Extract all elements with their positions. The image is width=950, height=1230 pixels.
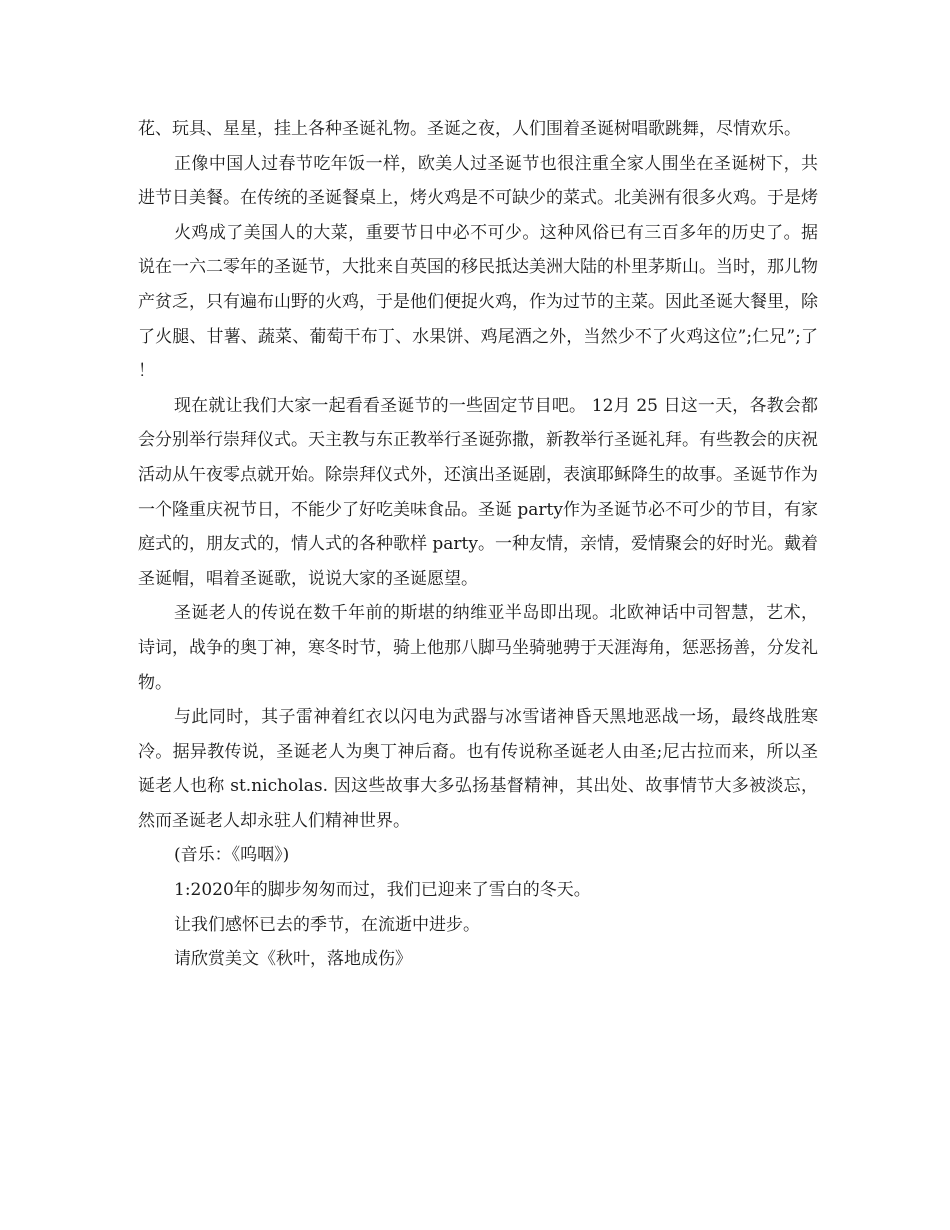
paragraph-8: 1:2020年的脚步匆匆而过，我们已迎来了雪白的冬天。 — [174, 880, 591, 901]
paragraph-3: 火鸡成了美国人的大菜，重要节日中必不可少。这种风俗已有三百多年的历史了。据说在一六二零年的圣诞节，大批来自英国的移民抵达美洲大陆的朴里茅斯山。当时，那儿物产贫乏，只有遍布山野的火鸡，于是他们便捉火鸡，作为过节的主菜。因此圣诞大餐里，除了火腿、甘薯、蔬菜、葡萄干布丁、水果饼、鸡尾酒之外，当然少不了火鸡这位”;仁兄”;了 ！ — [138, 222, 818, 382]
paragraph-2: 正像中国人过春节吃年饭一样，欧美人过圣诞节也很注重全家人围坐在圣诞树下，共进节日美餐。在传统的圣诞餐桌上，烤火鸡是不可缺少的菜式。北美洲有很多火鸡。于是烤 — [138, 153, 818, 209]
paragraph-5: 圣诞老人的传说在数千年前的斯堪的纳维亚半岛即出现。北欧神话中司智慧，艺术，诗词，战争的奥丁神，寒冬时节，骑上他那八脚马坐骑驰骋于天涯海角，惩恶扬善，分发礼物。 — [138, 603, 818, 693]
paragraph-1: 花、玩具、星星，挂上各种圣诞礼物。圣诞之夜，人们围着圣诞树唱歌跳舞，尽情欢乐。 — [138, 119, 801, 139]
paragraph-6: 与此同时，其子雷神着红衣以闪电为武器与冰雪诸神昏天黑地恶战一场，最终战胜寒冷。据异教传说，圣诞老人为奥丁神后裔。也有传说称圣诞老人由圣;尼古拉而来，所以圣诞老人也称 st.nicholas. 因这些故事大多弘扬基督精神，其出处、故事情节大多被淡忘，然而圣诞老人却永驻人们精神世界。 — [138, 707, 818, 831]
paragraph-4: 现在就让我们大家一起看看圣诞节的一些固定节目吧。 12月 25 日这一天，各教会都会分别举行崇拜仪式。天主教与东正教举行圣诞弥撒，新教举行圣诞礼拜。有些教会的庆祝活动从午夜零点就开始。除崇拜仪式外，还演出圣诞剧，表演耶稣降生的故事。圣诞节作为一个隆重庆祝节日，不能少了好吃美味食品。圣诞 party作为圣诞节必不可少的节目，有家庭式的，朋友式的，情人式的各种歌样 party。一种友情，亲情，爱情聚会的好时光。戴着圣诞帽，唱着圣诞歌，说说大家的圣诞愿望。 — [138, 395, 818, 589]
document-body — [138, 112, 818, 977]
paragraph-9: 让我们感怀已去的季节，在流逝中进步。 — [174, 914, 480, 935]
paragraph-10: 请欣赏美文《秋叶，落地成伤》 — [174, 949, 412, 970]
paragraph-7: (音乐：《呜咽》) — [174, 845, 290, 866]
